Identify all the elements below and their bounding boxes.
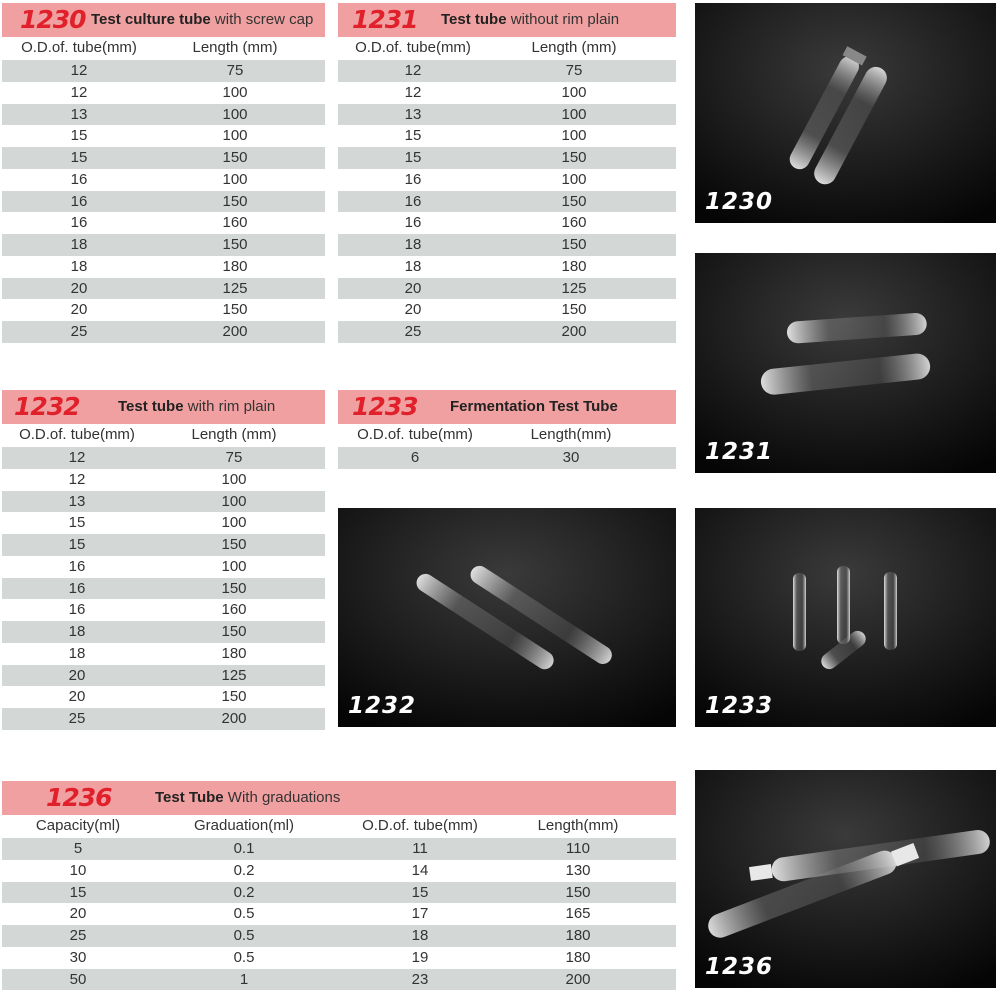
table-row [2, 903, 676, 925]
table-row [2, 234, 325, 256]
table-row [338, 82, 676, 104]
column-header: Length (mm) [531, 39, 617, 56]
table-row [2, 104, 325, 126]
product-photo-1231 [695, 253, 996, 473]
table-cell: 13 [404, 105, 422, 123]
table-cell: 150 [222, 236, 248, 253]
table-body [2, 60, 325, 343]
table-cell: 200 [561, 323, 587, 340]
table-cell: 6 [410, 449, 420, 466]
table-row [2, 838, 676, 860]
table-row [338, 256, 676, 278]
table-cell: 12 [70, 62, 88, 79]
table-row [2, 534, 325, 556]
table-row [2, 169, 325, 191]
table-cell: 18 [68, 623, 86, 640]
table-cell: 75 [225, 449, 243, 466]
table-row [2, 578, 325, 600]
table-cell: 150 [221, 688, 247, 706]
column-header: O.D.of. tube(mm) [362, 817, 478, 834]
table-cell: 20 [70, 279, 88, 297]
column-header: Capacity(ml) [35, 817, 121, 834]
table-header-bar [338, 390, 676, 424]
table-cell: 125 [221, 666, 247, 684]
table-cell: 180 [565, 927, 591, 944]
photo-label: 1230 [705, 189, 774, 215]
table-row [338, 234, 676, 256]
table-row [2, 665, 325, 687]
table-row [2, 469, 325, 491]
table-cell: 16 [404, 192, 422, 210]
table-cell: 16 [70, 170, 88, 188]
column-headers [2, 815, 676, 838]
table-cell: 25 [70, 323, 88, 340]
table-cell: 12 [70, 83, 88, 101]
table-cell: 125 [222, 279, 248, 297]
table-cell: 15 [70, 127, 88, 145]
table-cell: 25 [69, 927, 87, 944]
product-photo-1236 [695, 770, 996, 988]
table-cell: 100 [221, 514, 247, 532]
table-cell: 130 [565, 861, 591, 879]
table-cell: 100 [222, 83, 248, 101]
table-cell: 75 [565, 62, 583, 79]
column-headers [338, 424, 676, 447]
table-row [2, 882, 676, 904]
table-row [338, 447, 676, 469]
table-cell: 150 [561, 192, 587, 210]
table-cell: 23 [411, 970, 429, 988]
column-header: Length (mm) [192, 39, 278, 56]
table-cell: 110 [566, 840, 590, 857]
table-cell: 1 [239, 970, 249, 988]
table-cell: 25 [404, 323, 422, 340]
table-cell: 15 [404, 149, 422, 166]
table-cell: 200 [565, 970, 591, 988]
product-title: Test tube with rim plain [118, 398, 276, 415]
table-cell: 20 [404, 301, 422, 319]
table-cell: 11 [412, 840, 428, 857]
product-title: Test culture tube with screw cap [91, 11, 314, 28]
table-row [2, 860, 676, 882]
table-cell: 20 [69, 905, 87, 923]
table-row [338, 60, 676, 82]
table-row [2, 82, 325, 104]
table-row [2, 447, 325, 469]
table-row [2, 278, 325, 300]
table-row [2, 686, 325, 708]
column-header: O.D.of. tube(mm) [21, 39, 137, 56]
column-header: O.D.of. tube(mm) [357, 426, 473, 443]
table-cell: 15 [411, 883, 429, 901]
table-row [338, 125, 676, 147]
table-cell: 0.5 [233, 927, 255, 944]
table-row [2, 599, 325, 621]
table-cell: 100 [561, 105, 587, 123]
table-cell: 16 [68, 557, 86, 575]
product-photo-1230 [695, 3, 996, 223]
table-cell: 100 [561, 170, 587, 188]
table-cell: 20 [404, 279, 422, 297]
table-row [2, 969, 676, 991]
table-row [2, 256, 325, 278]
table-cell: 160 [222, 214, 248, 232]
table-row [338, 147, 676, 169]
table-cell: 10 [69, 861, 87, 879]
table-header-bar [2, 390, 325, 424]
table-cell: 100 [221, 557, 247, 575]
table-cell: 100 [222, 127, 248, 145]
photo-label: 1236 [705, 954, 774, 980]
table-cell: 180 [222, 257, 248, 275]
column-headers [2, 37, 325, 60]
table-row [2, 147, 325, 169]
table-cell: 18 [411, 927, 429, 944]
table-cell: 150 [221, 623, 247, 640]
table-header-bar [338, 3, 676, 37]
table-cell: 17 [411, 905, 429, 923]
table-cell: 150 [221, 536, 247, 553]
table-body [338, 447, 676, 469]
table-cell: 16 [70, 214, 88, 232]
product-code: 1230 [20, 5, 86, 34]
table-cell: 16 [68, 579, 86, 597]
table-row [338, 299, 676, 321]
column-header: O.D.of. tube(mm) [19, 426, 135, 443]
table-row [2, 60, 325, 82]
table-cell: 15 [404, 127, 422, 145]
table-cell: 0.5 [233, 948, 255, 966]
table-cell: 150 [561, 301, 587, 319]
photo-label: 1231 [705, 439, 774, 465]
table-header-bar [2, 781, 676, 815]
table-cell: 150 [565, 883, 591, 901]
table-row [2, 491, 325, 513]
table-cell: 165 [565, 905, 591, 923]
column-headers [2, 424, 325, 447]
table-cell: 18 [68, 644, 86, 662]
photo-label: 1233 [705, 693, 774, 719]
table-row [338, 104, 676, 126]
table-cell: 18 [404, 236, 422, 253]
table-cell: 100 [561, 127, 587, 145]
table-cell: 100 [222, 170, 248, 188]
table-cell: 75 [226, 62, 244, 79]
table-row [338, 212, 676, 234]
table-cell: 30 [69, 948, 87, 966]
column-header: Length(mm) [530, 426, 612, 443]
product-code: 1231 [352, 5, 418, 34]
product-title: Test tube without rim plain [441, 11, 620, 28]
table-row [2, 299, 325, 321]
table-cell: 12 [404, 83, 422, 101]
table-cell: 16 [70, 192, 88, 210]
table-row [2, 621, 325, 643]
table-cell: 30 [562, 449, 580, 466]
table-cell: 100 [561, 83, 587, 101]
table-cell: 12 [404, 62, 422, 79]
table-cell: 5 [73, 840, 83, 857]
product-title: Fermentation Test Tube [450, 398, 618, 415]
product-code: 1236 [46, 783, 112, 812]
table-cell: 50 [69, 970, 87, 988]
table-cell: 100 [222, 105, 248, 123]
table-cell: 150 [561, 236, 587, 253]
product-photo-1233 [695, 508, 996, 727]
table-row [2, 947, 676, 969]
table-cell: 18 [70, 257, 88, 275]
table-cell: 200 [222, 323, 248, 340]
table-cell: 14 [411, 861, 429, 879]
table-cell: 0.2 [233, 883, 255, 901]
table-row [2, 191, 325, 213]
product-photo-1232 [338, 508, 676, 727]
table-cell: 160 [561, 214, 587, 232]
table-row [2, 212, 325, 234]
table-cell: 20 [68, 688, 86, 706]
table-cell: 180 [565, 948, 591, 966]
photo-label: 1232 [348, 693, 417, 719]
table-body [338, 60, 676, 343]
table-row [2, 512, 325, 534]
table-cell: 25 [68, 710, 86, 727]
table-cell: 12 [68, 470, 86, 488]
table-cell: 18 [404, 257, 422, 275]
table-cell: 150 [221, 579, 247, 597]
table-cell: 150 [222, 149, 248, 166]
table-row [2, 556, 325, 578]
table-row [2, 125, 325, 147]
column-header: O.D.of. tube(mm) [355, 39, 471, 56]
table-row [2, 708, 325, 730]
table-cell: 180 [561, 257, 587, 275]
product-title: Test Tube With graduations [155, 789, 341, 806]
table-cell: 15 [70, 149, 88, 166]
table-row [338, 278, 676, 300]
table-cell: 0.5 [233, 905, 255, 923]
column-header: Graduation(ml) [193, 817, 295, 834]
table-cell: 19 [411, 948, 429, 966]
table-row [2, 643, 325, 665]
table-body [2, 838, 676, 990]
table-cell: 150 [222, 301, 248, 319]
table-cell: 12 [68, 449, 86, 466]
table-cell: 20 [68, 666, 86, 684]
table-cell: 200 [221, 710, 247, 727]
table-cell: 100 [221, 470, 247, 488]
column-headers [338, 37, 676, 60]
table-cell: 13 [70, 105, 88, 123]
product-code: 1232 [14, 392, 80, 421]
table-cell: 150 [561, 149, 587, 166]
table-cell: 20 [70, 301, 88, 319]
table-cell: 16 [404, 170, 422, 188]
table-body [2, 447, 325, 730]
table-header-bar [2, 3, 325, 37]
column-header: Length (mm) [191, 426, 277, 443]
table-cell: 100 [221, 492, 247, 510]
table-cell: 15 [68, 536, 86, 553]
table-cell: 16 [68, 601, 86, 619]
table-row [338, 321, 676, 343]
table-cell: 180 [221, 644, 247, 662]
table-cell: 15 [68, 514, 86, 532]
table-cell: 18 [70, 236, 88, 253]
table-row [338, 169, 676, 191]
column-header: Length(mm) [537, 817, 619, 834]
table-cell: 150 [222, 192, 248, 210]
table-row [338, 191, 676, 213]
table-cell: 0.2 [233, 861, 255, 879]
table-cell: 125 [561, 279, 587, 297]
table-row [2, 321, 325, 343]
product-code: 1233 [352, 392, 418, 421]
table-cell: 15 [69, 883, 87, 901]
table-cell: 160 [221, 601, 247, 619]
table-cell: 13 [68, 492, 86, 510]
table-cell: 0.1 [233, 840, 255, 857]
table-cell: 16 [404, 214, 422, 232]
table-row [2, 925, 676, 947]
